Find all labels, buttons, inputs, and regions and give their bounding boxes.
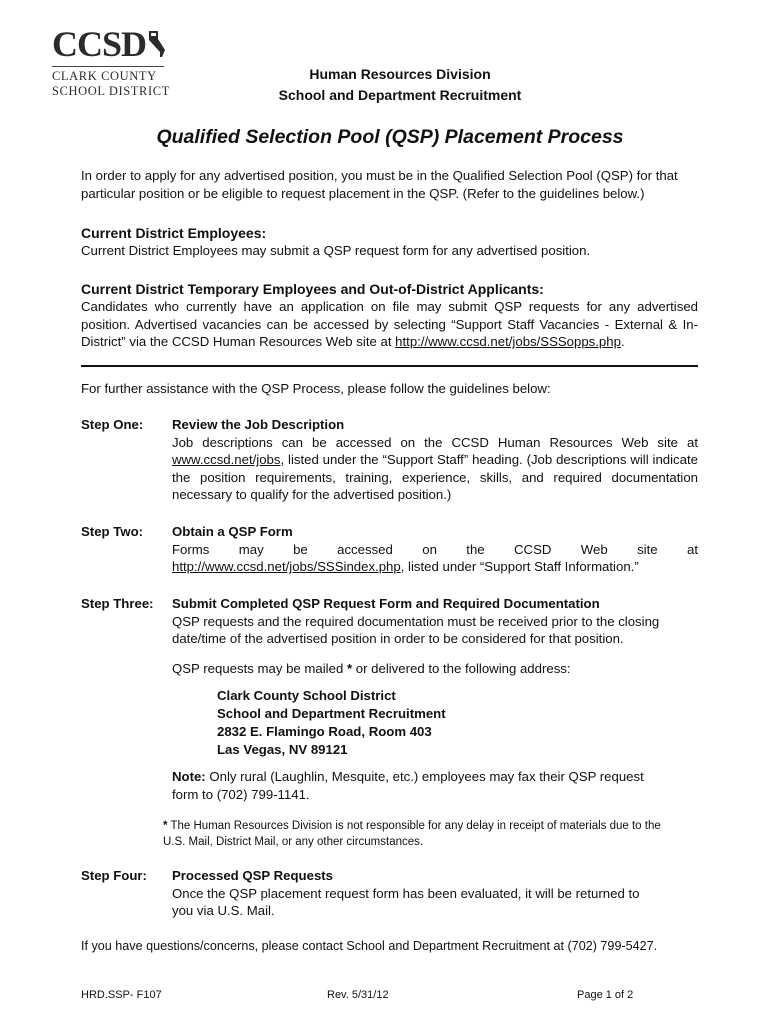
sssindex-link[interactable]: http://www.ccsd.net/jobs/SSSindex.php: [172, 559, 401, 575]
step-one: [172, 416, 698, 504]
revision-date: Rev. 5/31/12: [327, 989, 389, 1001]
step-one-text: Job descriptions can be accessed on the CCSD Human Resources Web site at www.ccsd.net/jobs, listed under the “Support Staff” heading. (Job descriptions will indicate the position requirements, training, experience, skills, and required documentation necessary to qualify for the advertised position.): [172, 434, 698, 503]
division-heading: Human Resources Division: [309, 66, 491, 82]
step-one-title: Review the Job Description: [172, 417, 345, 432]
step-three-text: QSP requests and the required documentation must be received prior to the closing date/time of the advertised position in order to be considered for that position.: [172, 613, 660, 647]
footnote: * The Human Resources Division is not responsible for any delay in receipt of materials due to the U.S. Mail, District Mail, or any other circumstances.: [163, 820, 661, 848]
logo-wordmark: CCSD: [52, 24, 147, 64]
step-three-title: Submit Completed QSP Request Form and Required Documentation: [172, 596, 600, 611]
current-employees-text: Current District Employees may submit a QSP request form for any advertised position.: [81, 243, 591, 258]
current-employees-heading: Current District Employees:: [81, 225, 267, 241]
step-four: [172, 867, 662, 920]
step-four-label: Step Four:: [81, 868, 147, 883]
contact-text: If you have questions/concerns, please contact School and Department Recruitment at (702) 799-5427.: [81, 939, 658, 953]
mailing-instruction: QSP requests may be mailed * or delivered to the following address:: [172, 661, 571, 676]
address-line: Las Vegas, NV 89121: [217, 742, 348, 757]
department-heading: School and Department Recruitment: [278, 87, 522, 103]
step-two: [172, 523, 698, 576]
address-line: School and Department Recruitment: [217, 706, 446, 721]
step-three: [172, 595, 698, 648]
section-divider: [81, 365, 698, 367]
address-line: 2832 E. Flamingo Road, Room 403: [217, 724, 432, 739]
logo-line-county: CLARK COUNTY: [52, 69, 157, 83]
page-title: Qualified Selection Pool (QSP) Placement Process: [156, 126, 624, 148]
step-four-title: Processed QSP Requests: [172, 868, 334, 883]
intro-paragraph: In order to apply for any advertised position, you must be in the Qualified Selection Pool (QSP) for that particular position or be eligible to request placement in the QSP. (Refer to the guidelines below.): [81, 168, 678, 201]
step-three-label: Step Three:: [81, 596, 154, 611]
note-label: Note:: [172, 769, 206, 784]
step-one-label: Step One:: [81, 417, 144, 432]
mailing-address: [217, 687, 446, 759]
temporary-applicants-text: Candidates who currently have an application on file may submit QSP requests for any advertised position. Advertised vacancies can be accessed by selecting “Support Staff Vacancies - External & In-District” via the CCSD Human Resources Web site at http://www.ccsd.net/jobs/SSSopps.php.: [81, 299, 698, 350]
step-two-label: Step Two:: [81, 524, 144, 539]
assistance-text: For further assistance with the QSP Process, please follow the guidelines below:: [81, 381, 551, 396]
sssopps-link[interactable]: http://www.ccsd.net/jobs/SSSopps.php: [395, 334, 621, 350]
address-line: Clark County School District: [217, 688, 396, 703]
temporary-applicants-heading: Current District Temporary Employees and Out-of-District Applicants:: [81, 281, 544, 297]
step-two-text: Forms may be accessed on the CCSD Web site at http://www.ccsd.net/jobs/SSSindex.php, listed under “Support Staff Information.”: [172, 541, 698, 575]
form-code: HRD.SSP- F107: [81, 989, 162, 1001]
logo-line-district: SCHOOL DISTRICT: [52, 84, 170, 98]
page-number: Page 1 of 2: [577, 989, 634, 1001]
fax-note: Note: Only rural (Laughlin, Mesquite, etc.) employees may fax their QSP request form to (702) 799-1141.: [172, 769, 644, 802]
jobs-link[interactable]: www.ccsd.net/jobs: [172, 452, 281, 468]
step-two-title: Obtain a QSP Form: [172, 524, 293, 539]
step-four-text: Once the QSP placement request form has been evaluated, it will be returned to you via U.S. Mail.: [172, 885, 640, 919]
nevada-state-icon: [148, 30, 166, 63]
